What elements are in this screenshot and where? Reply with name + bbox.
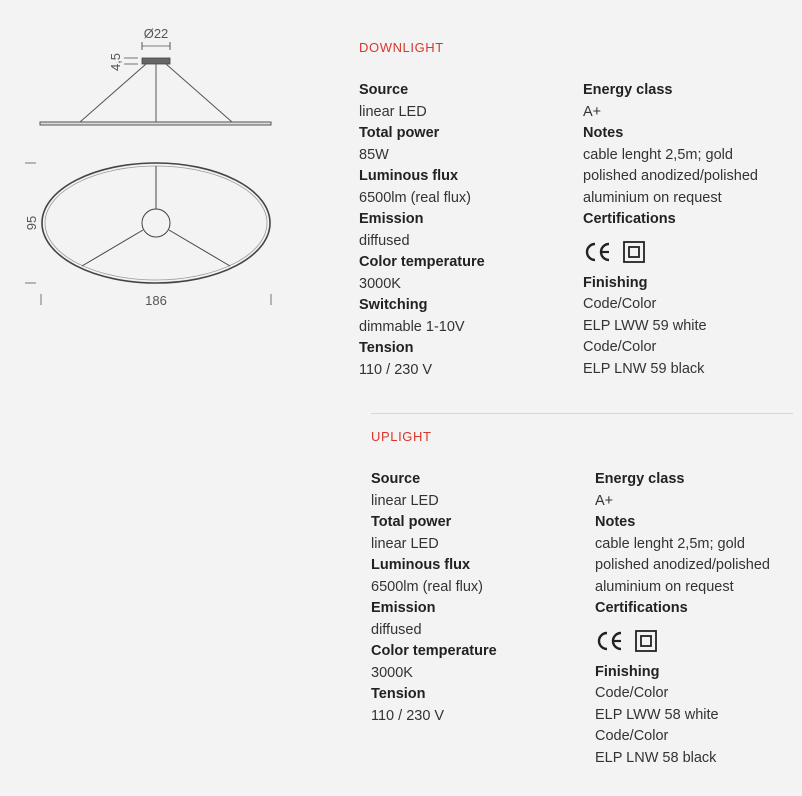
technical-drawing	[0, 0, 330, 330]
notes-label: Notes	[595, 514, 636, 530]
downlight-right-column	[583, 80, 802, 380]
spec-value: diffused	[371, 621, 422, 638]
spec-label: Color temperature	[359, 254, 485, 270]
section-divider	[371, 413, 793, 414]
finishing-line: ELP LWW 58 white	[595, 706, 719, 723]
spec-value: 6500lm (real flux)	[371, 578, 484, 595]
notes-line: cable lenght 2,5m; gold	[595, 535, 745, 552]
energy-class-value: A+	[583, 103, 602, 120]
spec-label: Switching	[359, 297, 428, 313]
energy-class-value: A+	[595, 492, 614, 509]
energy-class-label: Energy class	[595, 471, 685, 487]
side-view	[40, 42, 271, 125]
spec-label: Total power	[359, 125, 440, 141]
finishing-label: Finishing	[595, 663, 660, 680]
notes-line: polished anodized/polished	[595, 557, 770, 573]
certification-icons	[583, 231, 802, 273]
spec-value: dimmable 1-10V	[359, 318, 465, 335]
finishing-label: Finishing	[583, 274, 648, 291]
width-label: 186	[145, 293, 167, 308]
certifications-label: Certifications	[583, 211, 676, 227]
notes-line: polished anodized/polished	[583, 168, 758, 184]
ring-view	[25, 163, 271, 305]
ce-mark-icon	[595, 629, 625, 653]
notes-label: Notes	[583, 125, 624, 141]
spec-value: linear LED	[359, 103, 427, 120]
finishing-line: Code/Color	[595, 728, 669, 744]
certification-icons	[595, 620, 802, 662]
spec-label: Tension	[371, 686, 426, 702]
finishing-line: ELP LNW 58 black	[595, 749, 717, 766]
section-title: UPLIGHT	[371, 429, 432, 444]
spec-label: Emission	[359, 211, 424, 227]
spec-value: 110 / 230 V	[371, 707, 445, 724]
finishing-line: Code/Color	[583, 339, 657, 355]
uplight-right-column	[595, 469, 802, 769]
notes-line: cable lenght 2,5m; gold	[583, 146, 733, 163]
finishing-line: Code/Color	[583, 296, 657, 312]
spec-label: Emission	[371, 600, 436, 616]
spec-value: linear LED	[371, 492, 439, 509]
finishing-line: ELP LWW 59 white	[583, 317, 707, 334]
ce-mark-icon	[583, 240, 613, 264]
spec-value: 85W	[359, 146, 389, 163]
height-label: 95	[24, 215, 39, 231]
spec-label: Luminous flux	[371, 557, 471, 573]
spec-value: diffused	[359, 232, 410, 249]
spec-value: 110 / 230 V	[359, 361, 433, 378]
certifications-label: Certifications	[595, 600, 688, 616]
notes-line: aluminium on request	[583, 189, 722, 206]
spec-value: 3000K	[359, 275, 401, 292]
downlight-left-column	[359, 80, 579, 381]
spec-label: Source	[371, 471, 421, 487]
energy-class-label: Energy class	[583, 82, 673, 98]
spec-label: Source	[359, 82, 409, 98]
double-insulation-icon	[633, 629, 659, 653]
canopy-height-label: 4,5	[108, 52, 123, 72]
diameter-label: Ø22	[143, 26, 169, 41]
spec-value: 6500lm (real flux)	[359, 189, 472, 206]
spec-label: Luminous flux	[359, 168, 459, 184]
notes-line: aluminium on request	[595, 578, 734, 595]
spec-value: 3000K	[371, 664, 413, 681]
finishing-line: Code/Color	[595, 685, 669, 701]
uplight-left-column	[371, 469, 591, 727]
section-title: DOWNLIGHT	[359, 40, 444, 55]
spec-label: Total power	[371, 514, 452, 530]
spec-label: Tension	[359, 340, 414, 356]
spec-label: Color temperature	[371, 643, 497, 659]
spec-value: linear LED	[371, 535, 439, 552]
double-insulation-icon	[621, 240, 647, 264]
finishing-line: ELP LNW 59 black	[583, 360, 705, 377]
